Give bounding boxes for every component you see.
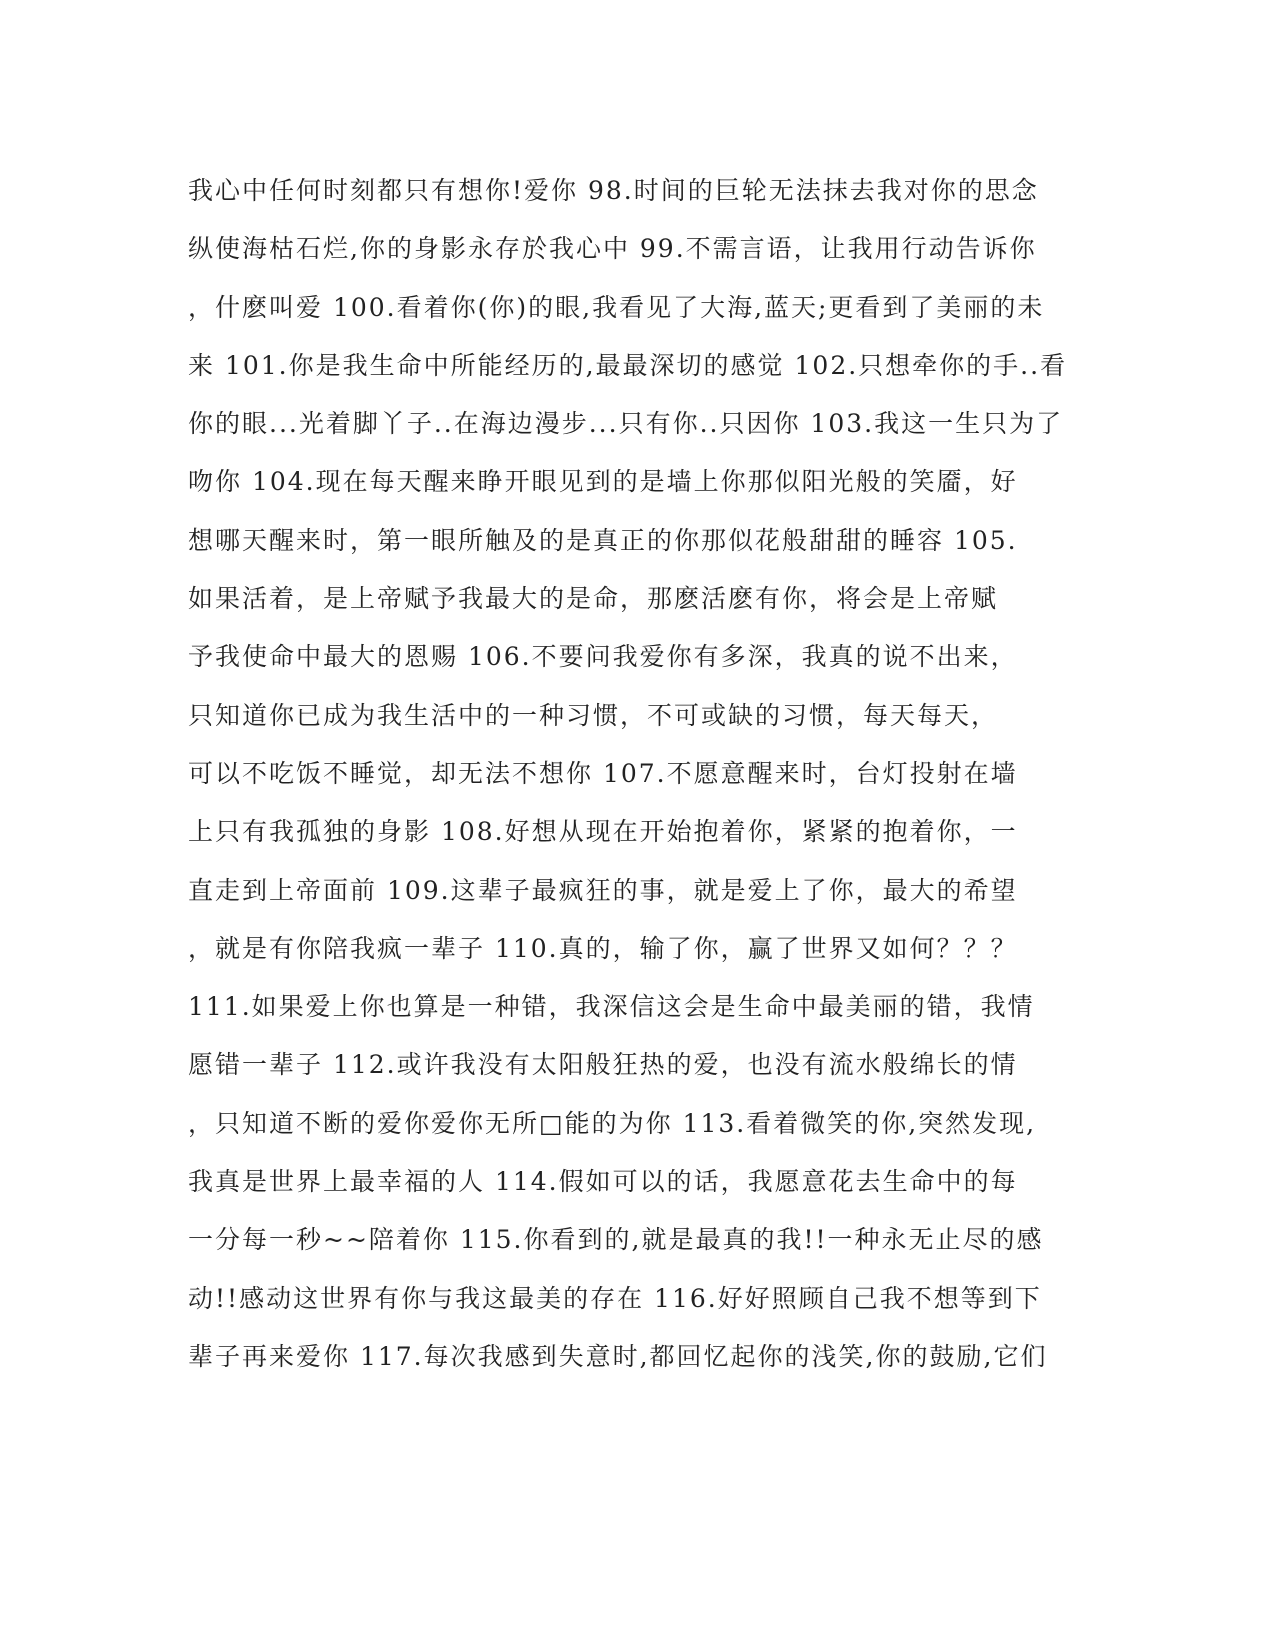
text-line: 只知道你已成为我生活中的一种习惯，不可或缺的习惯，每天每天， <box>188 700 999 730</box>
text-line: 纵使海枯石烂,你的身影永存於我心中 99.不需言语，让我用行动告诉你 <box>188 234 1037 264</box>
text-line: 愿错一辈子 112.或许我没有太阳般狂热的爱，也没有流水般绵长的情 <box>188 1050 1018 1080</box>
text-line: 来 101.你是我生命中所能经历的,最最深切的感觉 102.只想牵你的手..看 <box>188 350 1068 380</box>
text-line: ，只知道不断的爱你爱你无所□能的为你 113.看着微笑的你,突然发现, <box>188 1108 1037 1138</box>
text-line: 我真是世界上最幸福的人 114.假如可以的话，我愿意花去生命中的每 <box>188 1167 1018 1197</box>
body-text <box>188 162 1088 1386</box>
text-line: 动!!感动这世界有你与我这最美的存在 116.好好照顾自己我不想等到下 <box>188 1283 1042 1313</box>
text-line: 想哪天醒来时，第一眼所触及的是真正的你那似花般甜甜的睡容 105. <box>188 525 1018 555</box>
text-line: 予我使命中最大的恩赐 106.不要问我爱你有多深，我真的说不出来， <box>188 642 1018 672</box>
text-line: 直走到上帝面前 109.这辈子最疯狂的事，就是爱上了你，最大的希望 <box>188 875 1018 905</box>
text-line: 一分每一秒~~陪着你 115.你看到的,就是最真的我!!一种永无止尽的感 <box>188 1225 1044 1255</box>
text-line: 辈子再来爱你 117.每次我感到失意时,都回忆起你的浅笑,你的鼓励,它们 <box>188 1341 1048 1371</box>
text-line: 如果活着，是上帝赋予我最大的是命，那麽活麽有你，将会是上帝赋 <box>188 584 999 614</box>
text-line: 111.如果爱上你也算是一种错，我深信这会是生命中最美丽的错，我情 <box>188 992 1035 1022</box>
text-line: 吻你 104.现在每天醒来睁开眼见到的是墙上你那似阳光般的笑靥，好 <box>188 467 1018 497</box>
text-line: 可以不吃饭不睡觉，却无法不想你 107.不愿意醒来时，台灯投射在墙 <box>188 758 1018 788</box>
text-line: 我心中任何时刻都只有想你!爱你 98.时间的巨轮无法抹去我对你的思念 <box>188 176 1039 205</box>
text-line: ，就是有你陪我疯一辈子 110.真的，输了你，赢了世界又如何？？？ <box>188 933 1018 963</box>
text-line: ，什麽叫爱 100.看着你(你)的眼,我看见了大海,蓝天;更看到了美丽的未 <box>188 292 1045 322</box>
text-line: 上只有我孤独的身影 108.好想从现在开始抱着你，紧紧的抱着你，一 <box>188 817 1018 847</box>
text-line: 你的眼...光着脚丫子..在海边漫步...只有你..只因你 103.我这一生只为了 <box>188 409 1064 439</box>
